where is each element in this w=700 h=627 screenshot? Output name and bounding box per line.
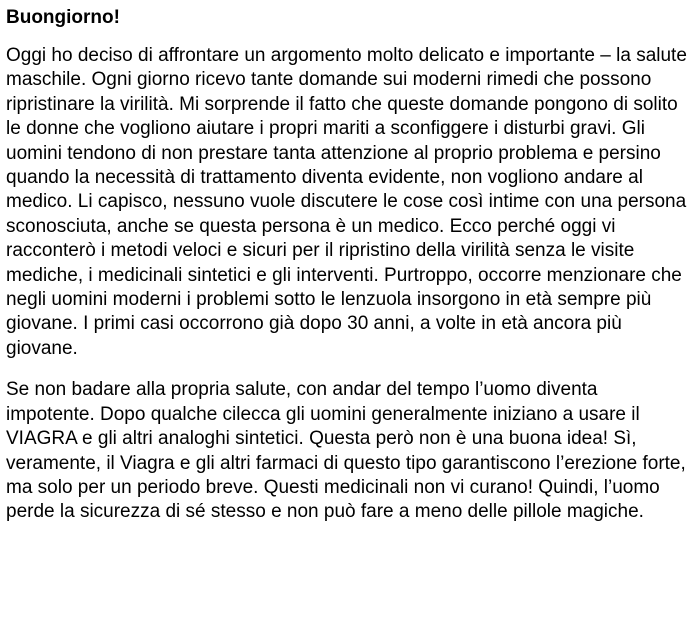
paragraph-intro: Oggi ho deciso di affrontare un argomento molto delicato e importante – la salute maschile. Ogni giorno ricevo tante domande sui moderni rimedi che possono ripristinare la virilità. Mi sorprende il fatto che queste domande pongono di solito le donne che vogliono aiutare i propri mariti a sconfiggere i disturbi gravi. Gli uomini tendono di non prestare tanta attenzione al proprio problema e persino quando la necessità di trattamento diventa evidente, non vogliono andare al medico. Li capisco, nessuno vuole discutere le cose così intime con una persona sconosciuta, anche se questa persona è un medico. Ecco perché oggi vi racconterò i metodi veloci e sicuri per il ripristino della virilità senza le visite mediche, i medicinali sintetici e gli interventi. Purtroppo, occorre menzionare che negli uomini moderni i problemi sotto le lenzuola insorgono in età sempre più giovane. I primi casi occorrono già dopo 30 anni, a volte in età ancora più giovane.: [6, 45, 687, 359]
greeting-heading: Buongiorno!: [6, 7, 120, 28]
paragraph-viagra: Se non badare alla propria salute, con andar del tempo l’uomo diventa impotente. Dopo qualche cilecca gli uomini generalmente iniziano a usare il VIAGRA e gli altri analoghi sintetici. Questa però non è una buona idea! Sì, veramente, il Viagra e gli altri farmaci di questo tipo garantiscono l’erezione forte, ma solo per un periodo breve. Questi medicinali non vi curano! Quindi, l’uomo perde la sicurezza di sé stesso e non può fare a meno delle pillole magiche.: [6, 379, 686, 523]
